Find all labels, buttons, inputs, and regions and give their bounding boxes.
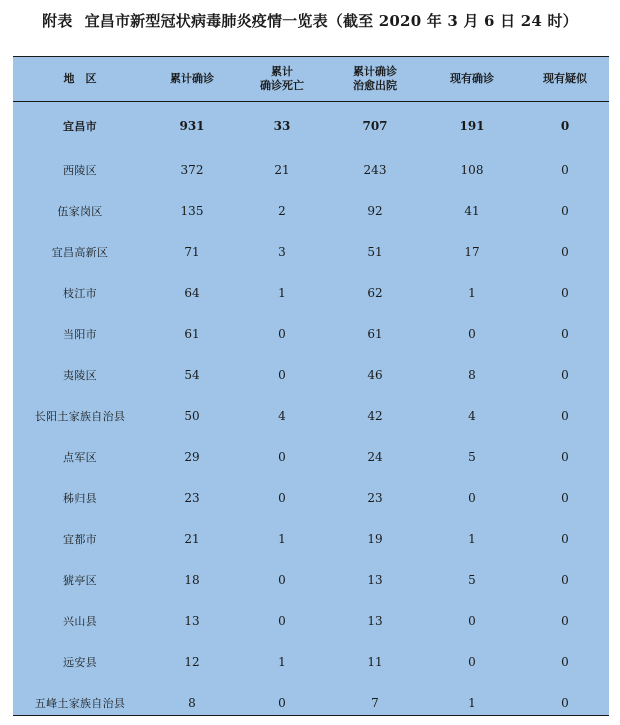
page-title: [0, 10, 620, 31]
table-row: [13, 102, 609, 150]
cell-region: 西陵区: [63, 163, 97, 177]
cell-cumulative-confirmed: 29: [184, 449, 200, 464]
cell-region: 猇亭区: [63, 573, 97, 587]
cell-current-suspected: 0: [560, 118, 570, 133]
cell-region: 宜昌市: [63, 119, 97, 133]
cell-region: 兴山县: [63, 614, 97, 628]
cell-cumulative-confirmed: 12: [184, 654, 200, 669]
cell-current-confirmed: 0: [468, 326, 476, 341]
cell-cumulative-recovered: 19: [367, 531, 383, 546]
cell-cumulative-deaths: 2: [278, 203, 286, 218]
cell-current-confirmed: 0: [468, 654, 476, 669]
cell-current-confirmed: 0: [468, 613, 476, 628]
cell-cumulative-deaths: 21: [274, 162, 290, 177]
table-header: [13, 57, 609, 102]
cell-current-suspected: 0: [561, 531, 569, 546]
title-text: 宜昌市新型冠状病毒肺炎疫情一览表（截至 2020 年 3 月 6 日 24 时）: [84, 12, 578, 30]
cell-cumulative-recovered: 23: [367, 490, 383, 505]
cell-cumulative-recovered: 46: [367, 367, 383, 382]
cell-current-suspected: 0: [561, 244, 569, 259]
cell-current-confirmed: 5: [468, 572, 476, 587]
cell-current-confirmed: 1: [468, 695, 476, 710]
table-row: [13, 313, 609, 354]
cell-cumulative-confirmed: 21: [184, 531, 200, 546]
table-row: [13, 436, 609, 477]
cell-current-suspected: 0: [561, 408, 569, 423]
cell-region: 当阳市: [63, 327, 97, 341]
header-line: 治愈出院: [353, 79, 397, 92]
table-body: [13, 102, 609, 724]
cell-region: 长阳土家族自治县: [34, 409, 126, 423]
cell-region: 点军区: [63, 450, 97, 464]
cell-cumulative-confirmed: 50: [184, 408, 200, 423]
cell-cumulative-deaths: 1: [278, 285, 286, 300]
cell-region: 秭归县: [63, 491, 97, 505]
cell-cumulative-confirmed: 13: [184, 613, 200, 628]
table-row: [13, 190, 609, 231]
cell-region: 五峰土家族自治县: [34, 696, 126, 710]
cell-region: 伍家岗区: [57, 204, 103, 218]
cell-current-suspected: 0: [561, 490, 569, 505]
cell-current-confirmed: 41: [464, 203, 480, 218]
cell-cumulative-deaths: 0: [278, 695, 286, 710]
cell-cumulative-confirmed: 54: [184, 367, 200, 382]
epidemic-table-container: [13, 56, 609, 716]
header-region: [13, 57, 147, 102]
cell-cumulative-deaths: 3: [278, 244, 286, 259]
header-current-confirmed: [423, 57, 521, 102]
cell-cumulative-recovered: 11: [367, 654, 383, 669]
cell-cumulative-recovered: 24: [367, 449, 383, 464]
cell-current-confirmed: 191: [459, 118, 485, 133]
header-line: 确诊死亡: [260, 79, 304, 92]
cell-current-suspected: 0: [561, 613, 569, 628]
cell-current-confirmed: 5: [468, 449, 476, 464]
cell-cumulative-confirmed: 23: [184, 490, 200, 505]
cell-cumulative-confirmed: 8: [188, 695, 196, 710]
header-line: 地 区: [63, 72, 97, 85]
table-row: [13, 641, 609, 682]
cell-region: 宜昌高新区: [51, 245, 109, 259]
cell-cumulative-deaths: 1: [278, 654, 286, 669]
cell-cumulative-confirmed: 61: [184, 326, 200, 341]
cell-region: 远安县: [63, 655, 97, 669]
header-line: 累计确诊: [353, 65, 397, 78]
cell-current-suspected: 0: [561, 203, 569, 218]
cell-cumulative-deaths: 0: [278, 572, 286, 587]
header-line: 现有疑似: [543, 72, 587, 85]
cell-cumulative-deaths: 1: [278, 531, 286, 546]
cell-current-confirmed: 4: [468, 408, 476, 423]
cell-cumulative-recovered: 61: [367, 326, 383, 341]
cell-current-suspected: 0: [561, 654, 569, 669]
cell-current-confirmed: 1: [468, 531, 476, 546]
table-row: [13, 559, 609, 600]
table-row: [13, 477, 609, 518]
cell-cumulative-confirmed: 372: [180, 162, 204, 177]
cell-cumulative-recovered: 92: [367, 203, 383, 218]
cell-cumulative-recovered: 42: [367, 408, 383, 423]
cell-current-confirmed: 0: [468, 490, 476, 505]
cell-cumulative-confirmed: 135: [180, 203, 204, 218]
cell-cumulative-confirmed: 931: [179, 118, 205, 133]
epidemic-table: [13, 57, 609, 723]
cell-region: 宜都市: [63, 532, 97, 546]
cell-current-confirmed: 17: [464, 244, 480, 259]
cell-cumulative-confirmed: 71: [184, 244, 200, 259]
cell-cumulative-deaths: 0: [278, 449, 286, 464]
table-row: [13, 272, 609, 313]
header-cumulative-confirmed: [147, 57, 237, 102]
cell-cumulative-deaths: 0: [278, 326, 286, 341]
table-row: [13, 682, 609, 723]
cell-region: 枝江市: [63, 286, 97, 300]
table-row: [13, 395, 609, 436]
cell-cumulative-deaths: 0: [278, 490, 286, 505]
cell-cumulative-deaths: 33: [273, 118, 291, 133]
cell-cumulative-deaths: 0: [278, 613, 286, 628]
cell-cumulative-recovered: 243: [363, 162, 387, 177]
cell-cumulative-confirmed: 64: [184, 285, 200, 300]
cell-cumulative-deaths: 0: [278, 367, 286, 382]
title-prefix: 附表: [42, 12, 73, 30]
header-row: [13, 57, 609, 102]
cell-cumulative-recovered: 7: [371, 695, 379, 710]
cell-current-suspected: 0: [561, 367, 569, 382]
header-cumulative-recovered: [327, 57, 423, 102]
cell-current-suspected: 0: [561, 449, 569, 464]
cell-current-suspected: 0: [561, 326, 569, 341]
cell-current-confirmed: 1: [468, 285, 476, 300]
table-row: [13, 600, 609, 641]
table-row: [13, 231, 609, 272]
cell-region: 夷陵区: [63, 368, 97, 382]
table-row: [13, 149, 609, 190]
cell-cumulative-recovered: 13: [367, 572, 383, 587]
cell-cumulative-recovered: 707: [362, 118, 388, 133]
cell-current-suspected: 0: [561, 162, 569, 177]
cell-cumulative-recovered: 51: [367, 244, 383, 259]
header-line: 现有确诊: [450, 72, 494, 85]
header-current-suspected: [521, 57, 609, 102]
cell-current-confirmed: 8: [468, 367, 476, 382]
table-row: [13, 518, 609, 559]
table-row: [13, 354, 609, 395]
cell-cumulative-recovered: 13: [367, 613, 383, 628]
cell-cumulative-confirmed: 18: [184, 572, 200, 587]
header-line: 累计确诊: [170, 72, 214, 85]
header-cumulative-deaths: [237, 57, 327, 102]
cell-cumulative-deaths: 4: [278, 408, 286, 423]
cell-current-suspected: 0: [561, 572, 569, 587]
cell-current-confirmed: 108: [460, 162, 484, 177]
header-line: 累计: [271, 65, 293, 78]
cell-cumulative-recovered: 62: [367, 285, 383, 300]
cell-current-suspected: 0: [561, 285, 569, 300]
cell-current-suspected: 0: [561, 695, 569, 710]
